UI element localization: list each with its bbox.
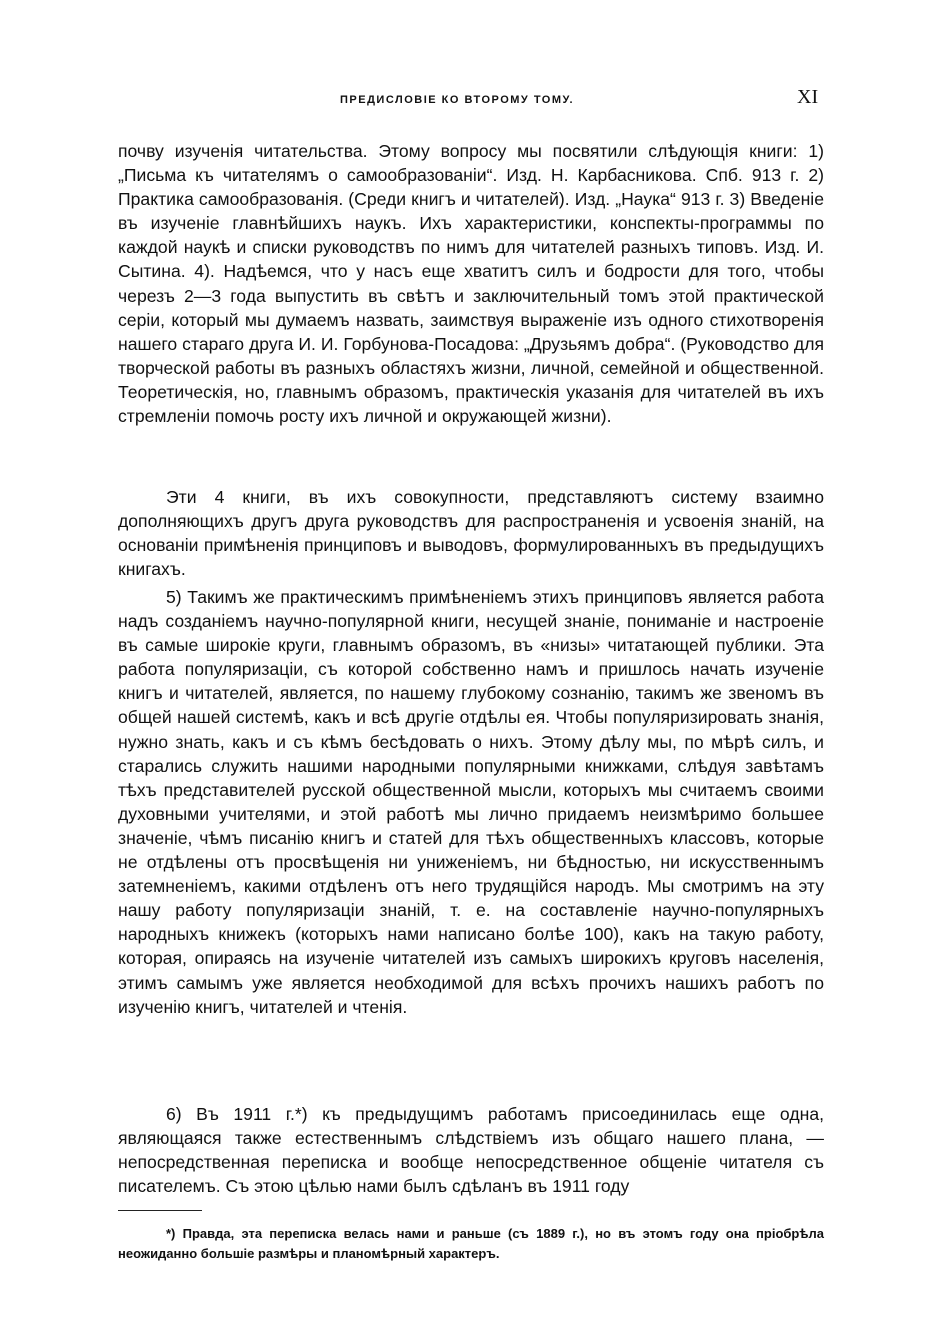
footnote-divider [118,1210,202,1211]
paragraph-four-books: Эти 4 книги, въ ихъ совокупности, представляютъ систему взаимно дополняющихъ другъ друга руководствъ для распространенія и усвоенія знаній, на основаніи примѣненія принциповъ и выводовъ, формулированныхъ въ предыдущихъ книгахъ. [118,487,824,580]
footnote: *) Правда, эта переписка велась нами и раньше (съ 1889 г.), но въ этомъ году она пріобрѣла неожиданно большіе размѣры и планомѣрный характеръ. [118,1226,824,1261]
paragraph-continued: почву изученія читательства. Этому вопросу мы посвятили слѣдующія книги: 1) „Письма къ читателямъ о самообразованіи“. Изд. Н. Карбасникова. Спб. 913 г. 2) Практика самообразованія. (Среди книгъ и читателей). Изд. „Наука“ 913 г. 3) Введеніе въ изученіе главнѣйшихъ наукъ. Ихъ характеристики, конспекты-программы по каждой наукѣ и списки руководствъ по нимъ для читателей разныхъ типовъ. Изд. И. Сытина. 4). Надѣемся, что у насъ еще хватитъ силъ и бодрости для того, чтобы черезъ 2—3 года выпустить въ свѣтъ и заключительный томъ этой практической серіи, который мы думаемъ назвать, заимствуя выраженіе изъ одного стихотворенія нашего стараго друга И. И. Горбунова-Посадова: „Друзьямъ добра“. (Руководство для творческой работы въ разныхъ областяхъ жизни, личной, семейной и общественной. Теоретическія, но, главнымъ образомъ, практическія указанія для читателей въ ихъ стремленіи помочь росту ихъ личной и окружающей жизни). [118,141,824,427]
page-number: XI [797,86,819,108]
running-header-title: ПРЕДИСЛОВІЕ КО ВТОРОМУ ТОМУ. [340,94,575,106]
paragraph-item-6: 6) Въ 1911 г.*) къ предыдущимъ работамъ присоединилась еще одна, являющаяся также естественнымъ слѣдствіемъ изъ общаго нашего плана, —непосредственная переписка и вообще непосредственное общеніе читателя съ писателемъ. Съ этою цѣлью нами былъ сдѣланъ въ 1911 году [118,1104,824,1197]
paragraph-item-5: 5) Такимъ же практическимъ примѣненіемъ этихъ принциповъ является работа надъ созданіемъ научно-популярной книги, несущей знаніе, пониманіе и настроеніе въ самые широкіе круги, главнымъ образомъ, въ «низы» читатающей публики. Эта работа популяризаціи, съ которой собственно намъ и пришлось начать изученіе книгъ и читателей, является, по нашему глубокому сознанію, такимъ же звеномъ въ общей нашей системѣ, какъ и всѣ другіе отдѣлы ея. Чтобы популяризировать знанія, нужно знать, какъ и съ кѣмъ бесѣдовать о нихъ. Этому дѣлу мы, по мѣрѣ силъ, и старались служить нашими народными популярными книжками, слѣдуя завѣтамъ тѣхъ представителей русской общественной мысли, которыхъ мы считаемъ своими духовными учителями, и этой работѣ мы лично придаемъ неизмѣримо большее значеніе, чѣмъ писанію книгъ и статей для тѣхъ общественныхъ классовъ, которые не отдѣлены отъ просвѣщенія ни униженіемъ, ни бѣдностью, ни искусственнымъ затемненіемъ, какими отдѣленъ отъ него трудящійся народъ. Мы смотримъ на эту нашу работу популяризаціи знаній, т. е. на составленіе научно-популярныхъ народныхъ книжекъ (которыхъ нами написано болѣе 100), какъ на такую работу, которая, опираясь на изученіе читателей изъ самыхъ широкихъ круговъ населенія, этимъ самымъ уже является необходимой для всѣхъ прочихъ нашихъ работъ по изученію книгъ, читателей и чтенія. [118,587,824,1017]
